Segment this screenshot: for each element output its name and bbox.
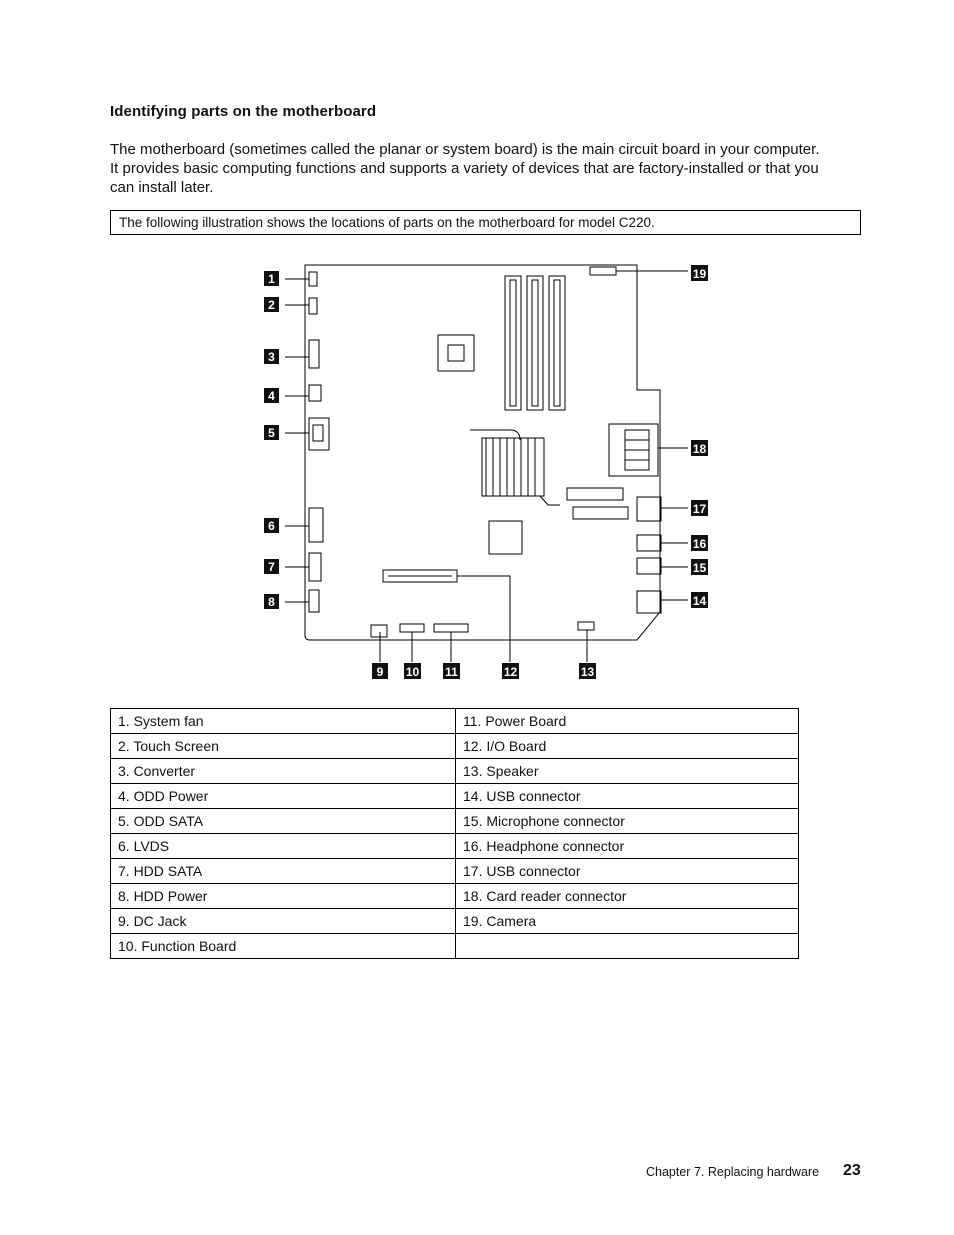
svg-text:8: 8 <box>268 595 275 609</box>
svg-text:4: 4 <box>268 389 275 403</box>
svg-text:6: 6 <box>268 519 275 533</box>
microphone-connector <box>637 558 661 574</box>
page-number: 23 <box>843 1162 861 1179</box>
svg-text:3: 3 <box>268 350 275 364</box>
memory-slot-2 <box>527 276 543 410</box>
memory-slot-1 <box>505 276 521 410</box>
table-cell: 2. Touch Screen <box>111 734 456 759</box>
mini-card-slot-2 <box>573 507 628 519</box>
intro-line: It provides basic computing functions and supports a variety of devices that are factory-installed or that you <box>110 160 819 177</box>
table-cell: 5. ODD SATA <box>111 809 456 834</box>
callout-5 <box>264 425 279 440</box>
svg-text:1: 1 <box>268 272 275 286</box>
svg-text:10: 10 <box>405 665 420 679</box>
hdd-power-connector <box>309 590 319 612</box>
table-cell: 1. System fan <box>111 709 456 734</box>
svg-text:7: 7 <box>268 560 275 574</box>
table-row <box>111 834 799 859</box>
callout-10 <box>404 663 421 679</box>
svg-text:9: 9 <box>376 665 384 679</box>
motherboard-diagram <box>250 255 720 685</box>
callout-1 <box>264 271 279 286</box>
svg-text:13: 13 <box>580 665 595 679</box>
chipset <box>489 521 522 554</box>
system-fan-connector <box>309 272 317 286</box>
table-cell: 19. Camera <box>456 909 799 934</box>
callout-19 <box>691 265 708 281</box>
table-cell: 10. Function Board <box>111 934 456 959</box>
touch-screen-connector <box>309 298 317 314</box>
callout-4 <box>264 388 279 403</box>
table-row <box>111 859 799 884</box>
odd-power-connector <box>309 385 321 401</box>
mini-card-slot <box>567 488 623 500</box>
camera-connector <box>590 267 616 275</box>
headphone-connector <box>637 535 661 551</box>
table-cell: 16. Headphone connector <box>456 834 799 859</box>
cpu-socket <box>438 335 474 371</box>
table-cell: 8. HDD Power <box>111 884 456 909</box>
hdd-sata-connector <box>309 553 321 581</box>
callout-11 <box>443 663 460 679</box>
table-row <box>111 909 799 934</box>
svg-text:2: 2 <box>268 298 275 312</box>
svg-text:5: 5 <box>268 426 275 440</box>
callout-18 <box>691 440 708 456</box>
footer-chapter: Chapter 7. Replacing hardware <box>646 1165 820 1179</box>
callout-7 <box>264 559 279 574</box>
callout-13 <box>579 663 596 679</box>
table-cell: 11. Power Board <box>456 709 799 734</box>
function-board-connector <box>400 624 424 632</box>
table-row <box>111 709 799 734</box>
callout-8 <box>264 594 279 609</box>
callout-16 <box>691 535 708 551</box>
callout-17 <box>691 500 708 516</box>
svg-text:15: 15 <box>692 561 707 575</box>
callout-6 <box>264 518 279 533</box>
table-cell: 9. DC Jack <box>111 909 456 934</box>
callout-2 <box>264 297 279 312</box>
callout-14 <box>691 592 708 608</box>
table-cell: 6. LVDS <box>111 834 456 859</box>
memory-slot-3 <box>549 276 565 410</box>
callout-9 <box>372 663 388 679</box>
usb-connector-upper <box>637 497 661 521</box>
intro-line: can install later. <box>110 179 214 196</box>
lvds-connector <box>309 508 323 542</box>
table-cell: 18. Card reader connector <box>456 884 799 909</box>
table-row <box>111 734 799 759</box>
table-row <box>111 809 799 834</box>
svg-text:11: 11 <box>445 665 458 679</box>
table-cell: 14. USB connector <box>456 784 799 809</box>
table-cell: 3. Converter <box>111 759 456 784</box>
speaker-connector <box>578 622 594 630</box>
table-cell: 17. USB connector <box>456 859 799 884</box>
power-board-connector <box>434 624 468 632</box>
table-cell: 13. Speaker <box>456 759 799 784</box>
table-cell <box>456 934 799 959</box>
table-cell: 15. Microphone connector <box>456 809 799 834</box>
table-cell: 7. HDD SATA <box>111 859 456 884</box>
svg-text:12: 12 <box>503 665 518 679</box>
intro-paragraph <box>110 140 870 197</box>
table-row <box>111 934 799 959</box>
parts-legend-table <box>110 708 799 959</box>
svg-text:16: 16 <box>692 537 707 551</box>
table-row <box>111 784 799 809</box>
table-row <box>111 884 799 909</box>
odd-sata-connector <box>309 418 329 450</box>
model-note-box: The following illustration shows the locations of parts on the motherboard for model C220. <box>110 210 861 235</box>
table-cell: 12. I/O Board <box>456 734 799 759</box>
svg-text:18: 18 <box>692 442 707 456</box>
intro-line: The motherboard (sometimes called the planar or system board) is the main circuit board in your computer. <box>110 141 820 158</box>
table-cell: 4. ODD Power <box>111 784 456 809</box>
converter-connector <box>309 340 319 368</box>
section-heading: Identifying parts on the motherboard <box>110 103 377 120</box>
callout-3 <box>264 349 279 364</box>
dc-jack <box>371 625 387 637</box>
svg-text:14: 14 <box>692 594 707 608</box>
svg-text:17: 17 <box>692 502 707 516</box>
callout-15 <box>691 559 708 575</box>
table-row <box>111 759 799 784</box>
usb-connector-lower <box>637 591 661 613</box>
callout-12 <box>502 663 519 679</box>
svg-text:19: 19 <box>692 267 707 281</box>
